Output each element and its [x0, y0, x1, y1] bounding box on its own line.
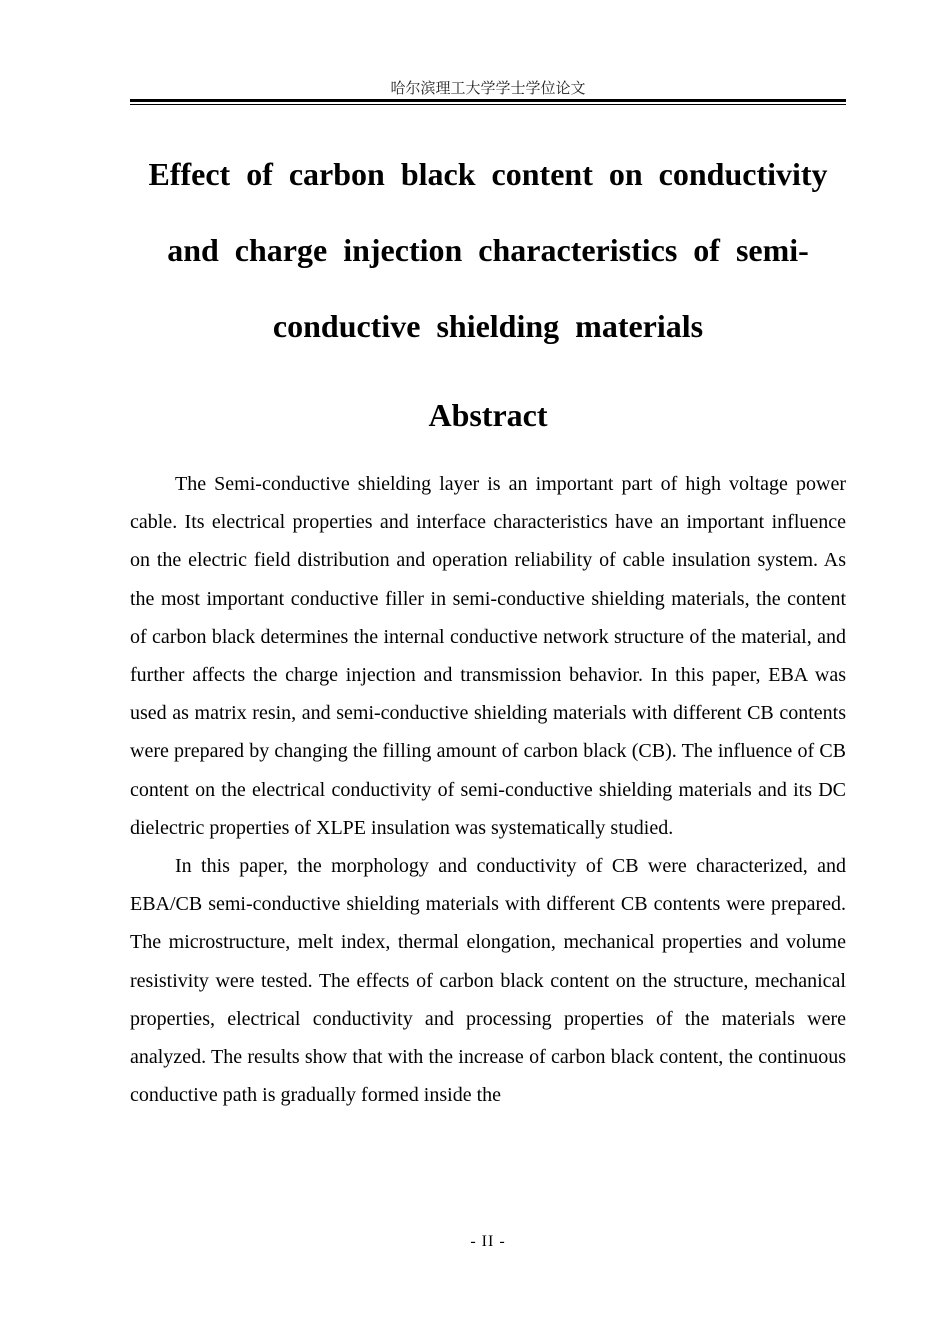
page-number: - II - [470, 1233, 506, 1250]
header-rule-thick [130, 99, 846, 102]
abstract-paragraph-1: The Semi-conductive shielding layer is an important part of high voltage power cable. Its electrical properties and interface characteristics have an important influence on the electric field distribution and operation reliability of cable insulation system. As the most important conductive filler in semi-conductive shielding materials, the content of carbon black determines the internal conductive network structure of the material, and further affects the charge injection and transmission behavior. In this paper, EBA was used as matrix resin, and semi-conductive shielding materials with different CB contents were prepared by changing the filling amount of carbon black (CB). The influence of CB content on the electrical conductivity of semi-conductive shielding materials and its DC dielectric properties of XLPE insulation was systematically studied. [130, 473, 846, 839]
paper-title: Effect of carbon black content on conductivity and charge injection characteristics of semi-conductive shielding materials [148, 156, 828, 344]
header-rule-thin [130, 104, 846, 105]
abstract-body [130, 465, 846, 1114]
abstract-paragraph-2: In this paper, the morphology and conductivity of CB were characterized, and EBA/CB semi-conductive shielding materials with different CB contents were prepared. The microstructure, melt index, thermal elongation, mechanical properties and volume resistivity were tested. The effects of carbon black content on the structure, mechanical properties, electrical conductivity and processing properties of the materials were analyzed. The results show that with the increase of carbon black content, the continuous conductive path is gradually formed inside the [130, 855, 846, 1107]
abstract-heading: Abstract [428, 397, 548, 433]
running-header: 哈尔滨理工大学学士学位论文 [390, 79, 586, 97]
